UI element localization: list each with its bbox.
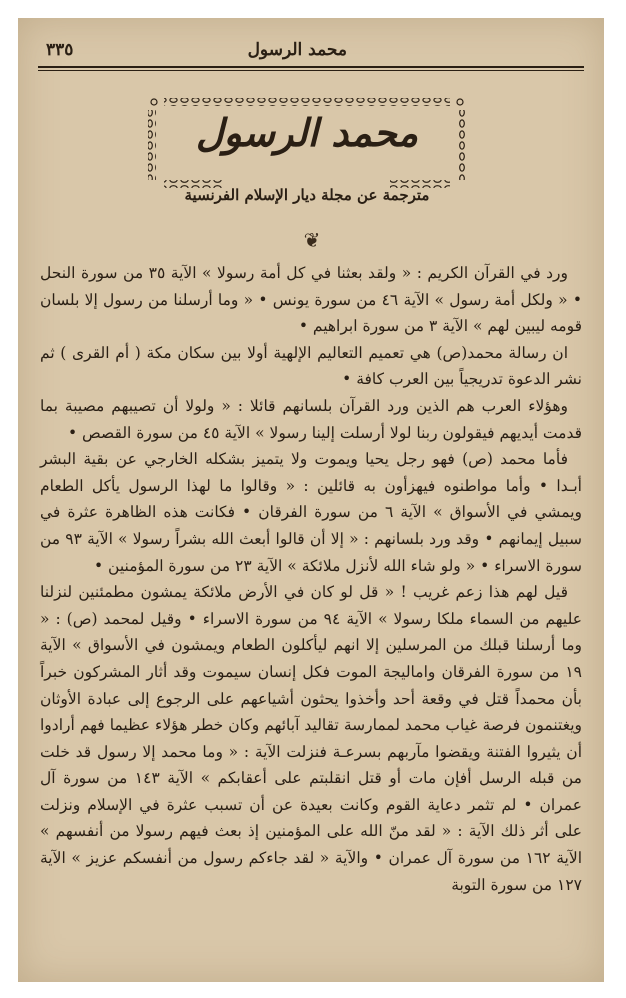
paragraph: ورد في القرآن الكريم : « ولقد بعثنا في كل أمة رسولا » الآية ٣٥ من سورة النحل • « ولكل أمة رسول » الآية ٤٦ من سورة يونس • « وما أرسلنا من رسول إلا بلسان قومه ليبين لهم » الآية ٣ من سورة ابراهيم • xyxy=(40,264,582,336)
paragraph: فأما محمد (ص) فهو رجل يحيا ويموت ولا يتميز بشكله الخارجي عن بقية البشر أبـدا • وأما مواطنوه فيهزأون به قائلين : « وقالوا ما لهذا الرسول يأكل الطعام ويمشي في الأسواق » الآية ٦ من سورة الفرقان • فكانت هذه الظاهرة عثرة في سبيل إيمانهم • وقد ورد بلسانهم : « إلا أن قالوا أبعث الله بشراً رسولا » الآية ٩٣ من سورة الاسراء • « ولو شاء الله لأنزل ملائكة » الآية ٢٣ من سورة المؤمنين • xyxy=(40,450,582,575)
paragraph: ان رسالة محمد(ص) هي تعميم التعاليم الإلهية أولا بين سكان مكة ( أم القرى ) ثم نشر الدعوة تدريجياً بين العرب كافة • xyxy=(40,343,582,389)
article-subtitle: مترجمة عن مجلة ديار الإسلام الفرنسية xyxy=(184,186,430,204)
running-title: محمد الرسول xyxy=(247,40,347,60)
paragraph: قيل لهم هذا زعم غريب ! « قل لو كان في الأرض ملائكة يمشون مطمئنين لنزلنا عليهم من السماء ملكا رسولا » الآية ٩٤ من سورة الاسراء • وقيل لمحمد (ص) : « وما أرسلنا قبلك من المرسلين إلا انهم ليأكلون الطعام ويمشون في الأسواق » الآية ١٩ من سورة الفرقان واماليجة الموت فكل إنسان سيموت وقد أثار المشركون خبراً بأن محمداً قتل في وقعة أحد وأخذوا يحثون أشياعهم على الرجوع إلى عبادة الأوثان ويغتنمون فرصة غياب محمد لممارسة تقاليد آبائهم وكان خطر هؤلاء عظيما فهم أرادوا أن يثيروا الفتنة ويقضوا مآربهم بسرعـة فنزلت الآية : « وما محمد إلا رسول قد خلت من قبله الرسل أفإن مات أو قتل انقلبتم على أعقابكم » الآية ١٤٣ من سورة آل عمران • لم تثمر دعاية القوم وكانت بعيدة عن أن تسبب عثرة في الإسلام ونزلت على أثر ذلك الآية : « لقد منّ الله على المؤمنين إذ بعث فيهم رسولا من أنفسهم » الآية ١٦٢ من سورة آل عمران • والآية « لقد جاءكم رسول من أنفسكم عزيز » الآية ١٢٧ من سورة التوبة xyxy=(40,583,583,894)
book-page xyxy=(18,18,604,982)
article-body xyxy=(40,260,582,898)
running-header xyxy=(40,28,582,68)
article-title: محمد الرسول xyxy=(195,110,419,155)
page-number: ٣٣٥ xyxy=(46,40,74,60)
header-rule xyxy=(38,66,584,71)
fleuron-icon: ❦ xyxy=(303,228,321,252)
title-frame xyxy=(146,96,468,206)
paragraph: وهؤلاء العرب هم الذين ورد القرآن بلسانهم قائلا : « ولولا أن تصيبهم مصيبة بما قدمت أيديهم فيقولون ربنا لولا أرسلت إلينا رسولا » الآية ٤٥ من سورة القصص • xyxy=(40,396,582,442)
